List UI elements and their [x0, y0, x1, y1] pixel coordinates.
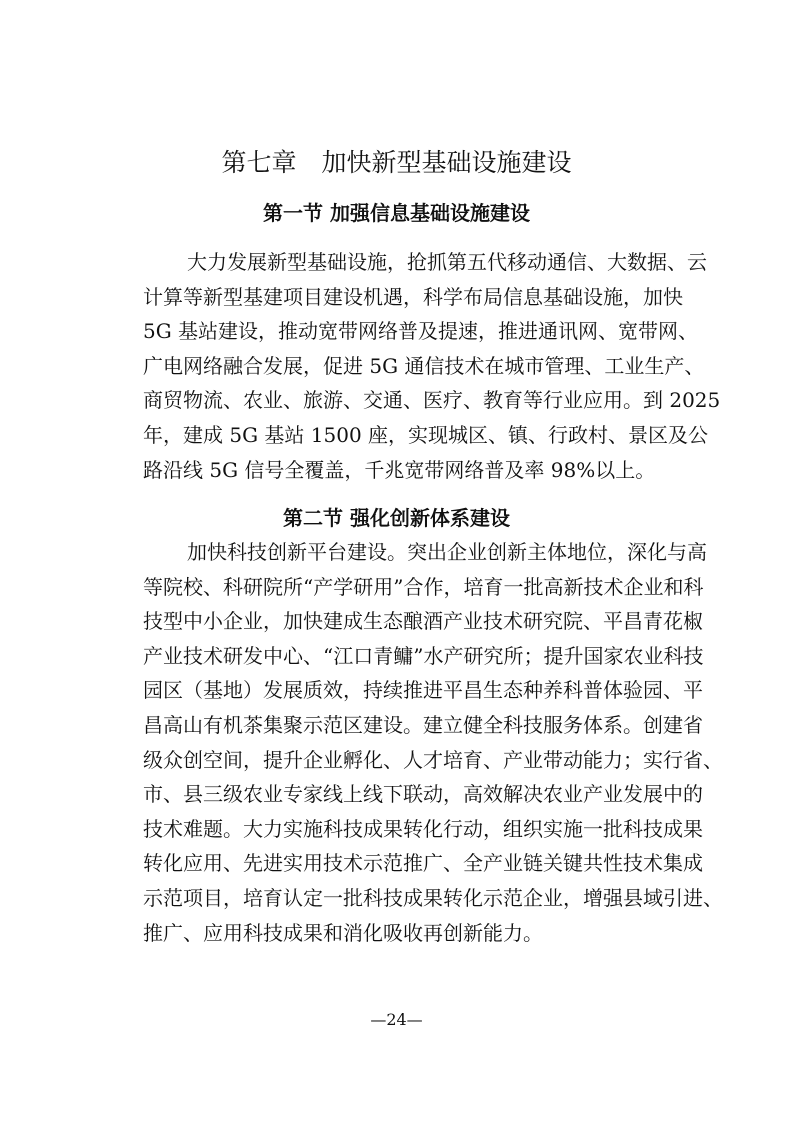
paragraph-line: 商贸物流、农业、旅游、交通、医疗、教育等行业应用。到 2025: [143, 388, 721, 413]
paragraph-line: 示范项目，培育认定一批科技成果转化示范企业，增强县域引进、: [143, 885, 723, 910]
paragraph-line: 技术难题。大力实施科技成果转化行动，组织实施一批科技成果: [143, 816, 703, 841]
section-1-heading: 第一节 加强信息基础设施建设: [263, 201, 530, 225]
paragraph-line: 大力发展新型基础设施，抢抓第五代移动通信、大数据、云: [187, 250, 707, 274]
paragraph-line: 等院校、科研院所“产学研用”合作，培育一批高新技术企业和科: [143, 574, 704, 599]
paragraph-line: 技型中小企业，加快建成生态酿酒产业技术研究院、平昌青花椒: [143, 609, 703, 634]
section-2-heading: 第二节 强化创新体系建设: [283, 506, 510, 530]
section-2-paragraph: [143, 535, 723, 950]
paragraph-line: 昌高山有机茶集聚示范区建设。建立健全科技服务体系。创建省: [143, 712, 703, 737]
paragraph-line: 加快科技创新平台建设。突出企业创新主体地位，深化与高: [187, 540, 707, 564]
paragraph-line: 产业技术研发中心、“江口青鳙”水产研究所；提升国家农业科技: [143, 643, 704, 668]
paragraph-line: 广电网络融合发展，促进 5G 通信技术在城市管理、工业生产、: [143, 353, 705, 378]
paragraph-line: 路沿线 5G 信号全覆盖，千兆宽带网络普及率 98%以上。: [143, 457, 656, 482]
paragraph-line: 5G 基站建设，推动宽带网络普及提速，推进通讯网、宽带网、: [143, 319, 699, 344]
paragraph-line: 计算等新型基建项目建设机遇，科学布局信息基础设施，加快: [143, 284, 683, 309]
page-number: —24—: [370, 1010, 423, 1029]
paragraph-line: 市、县三级农业专家线上线下联动，高效解决农业产业发展中的: [143, 782, 703, 807]
paragraph-line: 推广、应用科技成果和消化吸收再创新能力。: [143, 920, 543, 945]
chapter-title: 第七章 加快新型基础设施建设: [221, 148, 572, 177]
paragraph-line: 级众创空间，提升企业孵化、人才培育、产业带动能力；实行省、: [143, 747, 723, 772]
paragraph-line: 园区（基地）发展质效，持续推进平昌生态种养科普体验园、平: [143, 678, 703, 703]
section-1-paragraph: [143, 245, 721, 487]
paragraph-line: 年，建成 5G 基站 1500 座，实现城区、镇、行政村、景区及公: [143, 422, 709, 447]
paragraph-line: 转化应用、先进实用技术示范推广、全产业链关键共性技术集成: [143, 851, 703, 876]
